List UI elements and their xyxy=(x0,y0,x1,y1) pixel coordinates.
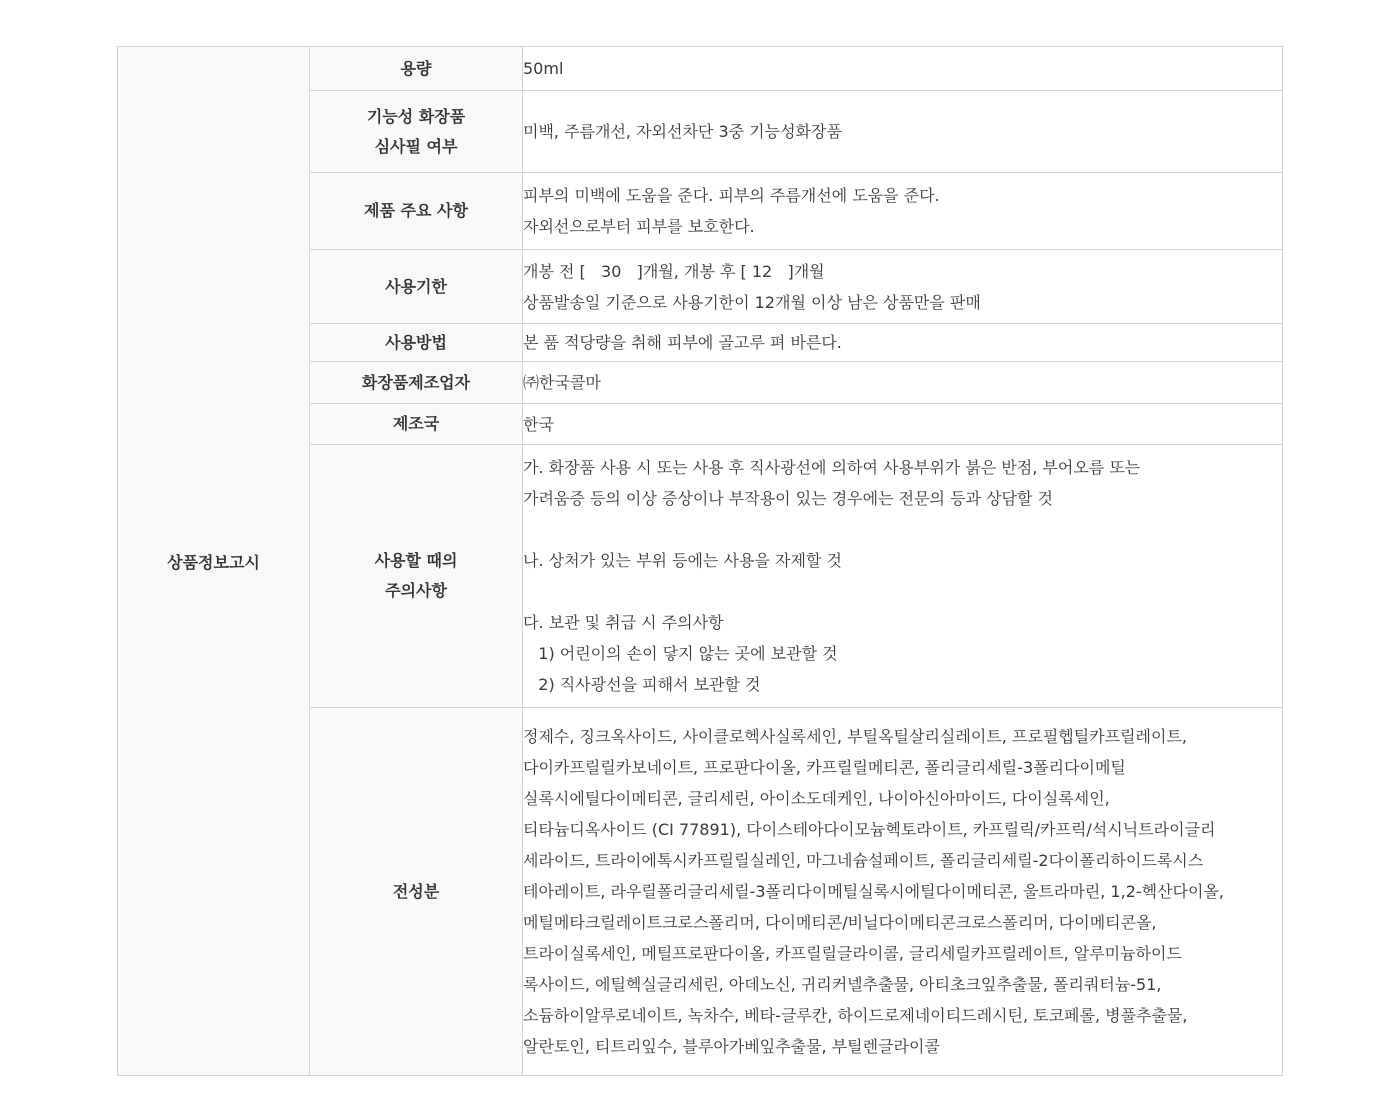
table-row xyxy=(118,47,1283,91)
label-expiry: 사용기한 xyxy=(310,250,523,324)
text-line: 가. 화장품 사용 시 또는 사용 후 직사광선에 의하여 사용부위가 붉은 반점, 부어오름 또는 xyxy=(523,458,1141,477)
label-cautions xyxy=(310,445,523,708)
text-line: 피부의 미백에 도움을 준다. 피부의 주름개선에 도움을 준다. xyxy=(523,186,940,205)
value-volume: 50ml xyxy=(523,47,1283,91)
label-line: 심사필 여부 xyxy=(374,136,458,156)
value-features xyxy=(523,173,1283,250)
value-expiry xyxy=(523,250,1283,324)
text-line: 티타늄디옥사이드 (CI 77891), 다이스테아다이모늄헥토라이트, 카프릴릭/카프릭/석시닉트라이글리 xyxy=(523,820,1216,839)
text-line: 트라이실록세인, 메틸프로판다이올, 카프릴릴글라이콜, 글리세릴카프릴레이트, 알루미늄하이드 xyxy=(523,944,1182,963)
value-cautions xyxy=(523,445,1283,708)
value-ingredients xyxy=(523,708,1283,1076)
label-ingredients: 전성분 xyxy=(310,708,523,1076)
text-line: 가려움증 등의 이상 증상이나 부작용이 있는 경우에는 전문의 등과 상담할 것 xyxy=(523,489,1053,508)
label-volume: 용량 xyxy=(310,47,523,91)
label-line: 사용할 때의 xyxy=(374,551,458,570)
text-line: 다. 보관 및 취급 시 주의사항 xyxy=(523,613,724,632)
value-country: 한국 xyxy=(523,404,1283,445)
label-country: 제조국 xyxy=(310,404,523,445)
text-line: 다이카프릴릴카보네이트, 프로판다이올, 카프릴릴메티콘, 폴리글리세릴-3폴리다이메틸 xyxy=(523,758,1126,777)
text-line: 록사이드, 에틸헥실글리세린, 아데노신, 귀리커넬추출물, 아티초크잎추출물, 폴리쿼터늄-51, xyxy=(523,975,1162,994)
text-line: 소듐하이알루로네이트, 녹차수, 베타-글루칸, 하이드로제네이티드레시틴, 토코페롤, 병풀추출물, xyxy=(523,1006,1188,1025)
text-line: 세라이드, 트라이에톡시카프릴릴실레인, 마그네슘설페이트, 폴리글리세릴-2다이폴리하이드록시스 xyxy=(523,851,1204,870)
text-line: 상품발송일 기준으로 사용기한이 12개월 이상 남은 상품만을 판매 xyxy=(523,292,981,312)
text-line: 2) 직사광선을 피해서 보관할 것 xyxy=(523,675,761,694)
text-line: 메틸메타크릴레이트크로스폴리머, 다이메티콘/비닐다이메티콘크로스폴리머, 다이메티콘올, xyxy=(523,913,1157,932)
spacer xyxy=(523,514,1282,545)
text-line: 정제수, 징크옥사이드, 사이클로헥사실록세인, 부틸옥틸살리실레이트, 프로필헵틸카프릴레이트, xyxy=(523,727,1188,746)
label-usage: 사용방법 xyxy=(310,324,523,362)
spacer xyxy=(523,576,1282,607)
text-line: 자외선으로부터 피부를 보호한다. xyxy=(523,217,755,236)
label-functional xyxy=(310,91,523,173)
text-line: 알란토인, 티트리잎수, 블루아가베잎추출물, 부틸렌글라이콜 xyxy=(523,1037,940,1056)
label-line: 주의사항 xyxy=(385,581,447,600)
text-line: 1) 어린이의 손이 닿지 않는 곳에 보관할 것 xyxy=(523,644,838,663)
value-manufacturer: ㈜한국콜마 xyxy=(523,362,1283,404)
text-line: 개봉 전 [ 30 ]개월, 개봉 후 [ 12 ]개월 xyxy=(523,261,825,281)
value-functional: 미백, 주름개선, 자외선차단 3중 기능성화장품 xyxy=(523,91,1283,173)
label-line: 기능성 화장품 xyxy=(366,106,466,126)
text-line: 테아레이트, 라우릴폴리글리세릴-3폴리다이메틸실록시에틸다이메티콘, 울트라마린, 1,2-헥산다이올, xyxy=(523,882,1225,901)
text-line: 나. 상처가 있는 부위 등에는 사용을 자제할 것 xyxy=(523,551,842,570)
section-title: 상품정보고시 xyxy=(118,47,310,1076)
product-info-table xyxy=(117,46,1283,1076)
label-features: 제품 주요 사항 xyxy=(310,173,523,250)
text-line: 실록시에틸다이메티콘, 글리세린, 아이소도데케인, 나이아신아마이드, 다이실록세인, xyxy=(523,789,1110,808)
label-manufacturer: 화장품제조업자 xyxy=(310,362,523,404)
value-usage: 본 품 적당량을 취해 피부에 골고루 펴 바른다. xyxy=(523,324,1283,362)
